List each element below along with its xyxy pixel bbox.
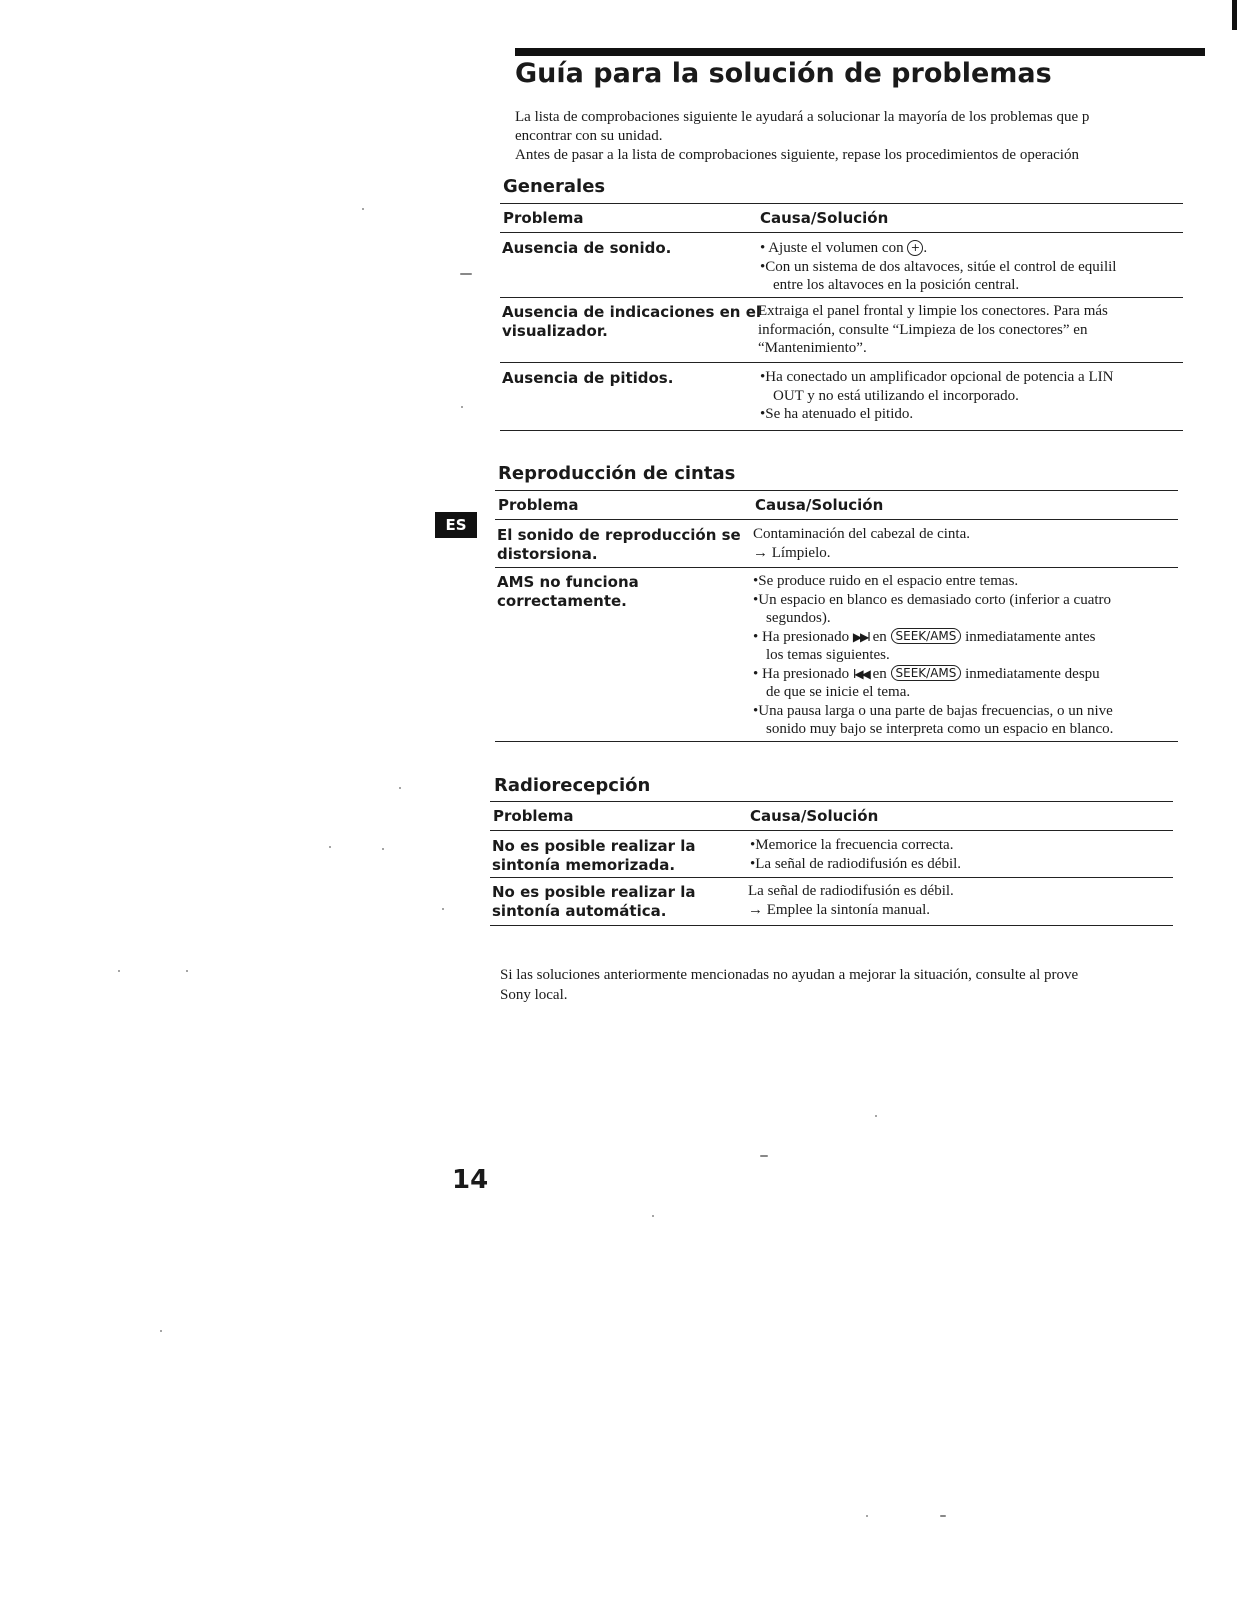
row-divider	[500, 297, 1183, 298]
scan-speck	[940, 1515, 946, 1517]
cause-cell: Extraiga el panel frontal y limpie los conectores. Para más información, consulte “Limpieza de los conectores” en “Mantenimiento”.	[758, 303, 1108, 356]
column-header-cause: Causa/Solución	[755, 496, 884, 514]
column-header-cause: Causa/Solución	[750, 807, 879, 825]
section-title-generales: Generales	[503, 176, 606, 197]
scan-speck	[362, 208, 364, 210]
column-header-problem: Problema	[503, 209, 584, 227]
volume-plus-button-icon: +	[907, 240, 923, 256]
page-title: Guía para la solución de problemas	[515, 58, 1052, 89]
table-rule	[490, 830, 1173, 831]
scan-speck	[442, 908, 444, 910]
list-item-continuation: segundos).	[766, 610, 831, 626]
problem-cell: Ausencia de pitidos.	[502, 369, 674, 387]
scan-speck	[652, 1215, 654, 1217]
scan-speck	[118, 970, 120, 972]
next-track-icon: ▶▶I	[852, 629, 869, 644]
page-edge-mark	[1232, 0, 1237, 30]
list-item: • Un espacio en blanco es demasiado corto (inferior a cuatro	[753, 591, 1181, 610]
scan-speck	[760, 1155, 768, 1157]
table-rule	[495, 519, 1178, 520]
cause-cell	[750, 836, 1174, 873]
column-header-cause: Causa/Solución	[760, 209, 889, 227]
closing-line: Si las soluciones anteriormente mencionadas no ayudan a mejorar la situación, consulte al prove	[500, 967, 1079, 983]
list-item: • Una pausa larga o una parte de bajas frecuencias, o un nive	[753, 702, 1181, 721]
section-title-cintas: Reproducción de cintas	[498, 463, 736, 484]
list-item: • Ha presionado ▶▶I en SEEK/AMS inmediatamente antes	[753, 628, 1181, 647]
table-rule	[500, 232, 1183, 233]
table-rule	[495, 741, 1178, 742]
scan-speck	[460, 273, 472, 275]
seek-ams-button-icon: SEEK/AMS	[891, 628, 962, 644]
list-item: • Se ha atenuado el pitido.	[760, 405, 1182, 424]
intro-line: La lista de comprobaciones siguiente le ayudará a solucionar la mayoría de los problemas que p	[515, 109, 1090, 125]
page-number: 14	[452, 1165, 489, 1195]
list-item: • Ajuste el volumen con + .	[760, 239, 1182, 258]
scan-speck	[399, 787, 401, 789]
list-item: • Ha conectado un amplificador opcional de potencia a LIN	[760, 368, 1182, 387]
column-header-problem: Problema	[493, 807, 574, 825]
row-divider	[490, 877, 1173, 878]
language-tab-es: ES	[435, 512, 477, 538]
scan-speck	[461, 406, 463, 408]
table-rule	[490, 801, 1173, 802]
table-rule	[495, 490, 1178, 491]
scan-speck	[382, 848, 384, 850]
list-item: • Ha presionado I◀◀ en SEEK/AMS inmediatamente despu	[753, 665, 1181, 684]
list-item-continuation: OUT y no está utilizando el incorporado.	[773, 387, 1019, 404]
problem-cell: No es posible realizar la sintonía automática.	[492, 883, 696, 920]
problem-cell: AMS no funciona correctamente.	[497, 573, 639, 610]
list-item: • La señal de radiodifusión es débil.	[750, 855, 1174, 874]
list-item: • Se produce ruido en el espacio entre temas.	[753, 572, 1181, 591]
list-item-continuation: de que se inicie el tema.	[766, 684, 911, 700]
list-item: • Memorice la frecuencia correcta.	[750, 836, 1174, 855]
row-divider	[500, 362, 1183, 363]
list-item-continuation: sonido muy bajo se interpreta como un espacio en blanco.	[766, 721, 1114, 737]
closing-paragraph	[500, 965, 1200, 1005]
seek-ams-button-icon: SEEK/AMS	[891, 665, 962, 681]
problem-cell: Ausencia de indicaciones en el visualizador.	[502, 303, 762, 340]
scan-speck	[875, 1115, 877, 1117]
problem-cell: No es posible realizar la sintonía memorizada.	[492, 837, 696, 874]
intro-line: encontrar con su unidad.	[515, 128, 663, 144]
section-title-radio: Radiorecepción	[494, 775, 651, 796]
problem-cell: Ausencia de sonido.	[502, 239, 672, 257]
cause-cell: Contaminación del cabezal de cinta. → Límpielo.	[753, 526, 970, 561]
table-rule	[500, 203, 1183, 204]
row-divider	[495, 567, 1178, 568]
cause-cell	[753, 572, 1181, 739]
header-rule	[515, 48, 1205, 56]
table-rule	[490, 925, 1173, 926]
cause-cell	[760, 368, 1182, 424]
list-item-continuation: los temas siguientes.	[766, 647, 890, 663]
problem-cell: El sonido de reproducción se distorsiona.	[497, 526, 741, 563]
intro-paragraph	[515, 108, 1205, 165]
previous-track-icon: I◀◀	[852, 666, 869, 681]
list-item-continuation: entre los altavoces en la posición central.	[773, 277, 1020, 293]
scan-speck	[186, 970, 188, 972]
scan-speck	[160, 1330, 162, 1332]
table-rule	[500, 430, 1183, 431]
arrow-right-icon: →	[748, 901, 763, 918]
closing-line: Sony local.	[500, 987, 568, 1003]
intro-line: Antes de pasar a la lista de comprobaciones siguiente, repase los procedimientos de operación	[515, 147, 1079, 163]
arrow-right-icon: →	[753, 544, 768, 561]
column-header-problem: Problema	[498, 496, 579, 514]
list-item: • Con un sistema de dos altavoces, sitúe el control de equilil	[760, 258, 1182, 277]
scan-speck	[329, 846, 331, 848]
cause-cell	[760, 239, 1182, 295]
cause-cell: La señal de radiodifusión es débil. → Emplee la sintonía manual.	[748, 883, 954, 918]
scan-speck	[866, 1515, 868, 1517]
